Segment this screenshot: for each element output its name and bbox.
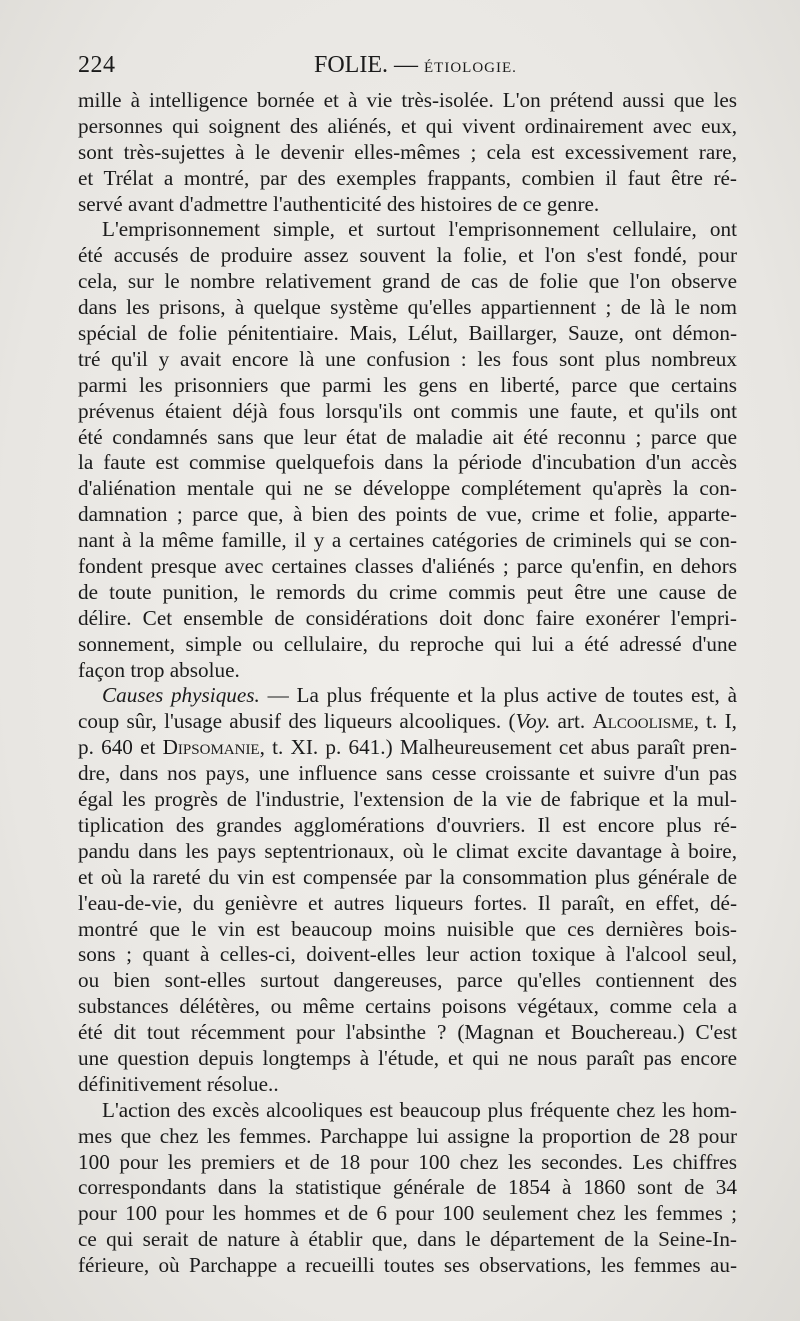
running-header [78,52,740,88]
text-line: été condamnés sans que leur état de maladie ait été reconnu ; parce que [78,424,737,449]
text-run: coup sûr, l'usage abusif des liqueurs alcooliques. ( [78,709,516,734]
causes-heading-line [78,683,737,709]
header-title: FOLIE. [314,52,388,78]
header-separator: — [388,52,424,78]
text-line: L'emprisonnement simple, et surtout l'emprisonnement cellulaire, ont [102,217,737,242]
text-line: L'action des excès alcooliques est beaucoup plus fréquente chez les hom- [102,1097,737,1122]
text-line: et où la rareté du vin est compensée par la consommation plus générale de [78,864,737,889]
text-line: personnes qui soignent des aliénés, et qui vivent ordinairement avec eux, [78,113,737,138]
text-line: tiplication des grandes agglomérations d'ouvriers. Il est encore plus ré- [78,812,737,837]
text-line [78,709,737,735]
text-line: été dit tout récemment pour l'absinthe ? (Magnan et Bouchereau.) C'est [78,1020,737,1045]
text-line: fondent presque avec certaines classes d'aliénés ; parce qu'enfin, en dehors [78,554,737,579]
text-line: mille à intelligence bornée et à vie très-isolée. L'on prétend aussi que les [78,88,737,112]
text-line: l'eau-de-vie, du genièvre et autres liqueurs fortes. Il paraît, en effet, dé- [78,890,737,915]
text-line: sonnement, simple ou cellulaire, du reproche qui lui a été adressé d'une [78,631,737,656]
text-line: ou bien sont-elles surtout dangereuses, parce qu'elles contiennent des [78,968,737,993]
text-line: tré qu'il y avait encore là une confusion : les fous sont plus nombreux [78,346,737,371]
text-line: d'aliénation mentale qui ne se développe complétement qu'après la con- [78,476,737,501]
text-line [78,735,737,761]
text-line: été accusés de produire assez souvent la folie, et l'on s'est fondé, pour [78,243,737,268]
text-line: correspondants dans la statistique générale de 1854 à 1860 sont de 34 [78,1175,737,1200]
text-run: La plus fréquente et la plus active de toutes est, à [296,683,737,708]
text-line: définitivement résolue.. [78,1071,279,1096]
header-section: ÉTIOLOGIE. [424,60,517,76]
text-line: damnation ; parce que, à bien des points de vue, crime et folie, apparte- [78,502,737,527]
text-line: spécial de folie pénitentiaire. Mais, Lélut, Baillarger, Sauze, ont démon- [78,321,737,346]
page-body [78,88,737,1279]
section-heading: Causes physiques. [102,683,260,708]
text-line: substances délétères, ou même certains poisons végétaux, comme cela a [78,994,737,1019]
text-line: mes que chez les femmes. Parchappe lui assigne la proportion de 28 pour [78,1123,737,1148]
text-run: , t. I, [693,709,737,734]
text-line: ce qui serait de nature à établir que, dans le département de la Seine-In- [78,1227,737,1252]
text-line: égal les progrès de l'industrie, l'extension de la vie de fabrique et la mul- [78,787,737,812]
text-line: délire. Cet ensemble de considérations doit donc faire exonérer l'empri- [78,605,737,630]
text-line: une question depuis longtemps à l'étude, et qui ne nous paraît pas encore [78,1045,737,1070]
text-line: prévenus étaient déjà fous lorsqu'ils ont commis une faute, et qu'ils ont [78,398,737,423]
text-line: nant à la même famille, il y a certaines catégories de criminels qui se con- [78,528,737,553]
voy-abbrev: Voy. [515,709,551,734]
text-line: férieure, où Parchappe a recueilli toutes ses observations, les femmes au- [78,1253,737,1278]
text-line: dre, dans nos pays, une influence sans cesse croissante et suivre d'un pas [78,761,737,786]
text-run: art. [550,709,593,734]
text-line: pour 100 pour les hommes et de 6 pour 100 seulement chez les femmes ; [78,1201,737,1226]
text-line: parmi les prisonniers que parmi les gens en liberté, parce que certains [78,372,737,397]
text-line: pandu dans les pays septentrionaux, où le climat excite davantage à boire, [78,838,737,863]
heading-dash: — [259,683,297,708]
text-line: de toute punition, le remords du crime commis peut être une cause de [78,579,737,604]
page-number: 224 [78,52,116,78]
text-line: montré que le vin est beaucoup moins nuisible que ces dernières bois- [78,916,737,941]
text-line: dans les prisons, à quelque système qu'elles appartiennent ; de là le nom [78,295,737,320]
cross-reference: Alcoolisme [592,709,694,734]
text-line: cela, sur le nombre relativement grand de cas de folie que l'on observe [78,269,737,294]
text-line: la faute est commise quelquefois dans la période d'incubation d'un accès [78,450,737,475]
text-line: façon trop absolue. [78,657,240,682]
text-line: sont très-sujettes à le devenir elles-mêmes ; cela est excessivement rare, [78,139,737,164]
cross-reference: Dipsomanie [162,735,260,760]
text-run: p. 640 et [78,735,163,760]
text-line: et Trélat a montré, par des exemples frappants, combien il faut être ré- [78,165,737,190]
running-title [314,52,517,79]
text-line: sons ; quant à celles-ci, doivent-elles leur action toxique à l'alcool seul, [78,942,737,967]
text-line: 100 pour les premiers et de 18 pour 100 chez les secondes. Les chiffres [78,1149,737,1174]
text-run: , t. XI. p. 641.) Malheureusement cet abus paraît pren- [259,735,737,760]
text-line: servé avant d'admettre l'authenticité des histoires de ce genre. [78,191,600,216]
